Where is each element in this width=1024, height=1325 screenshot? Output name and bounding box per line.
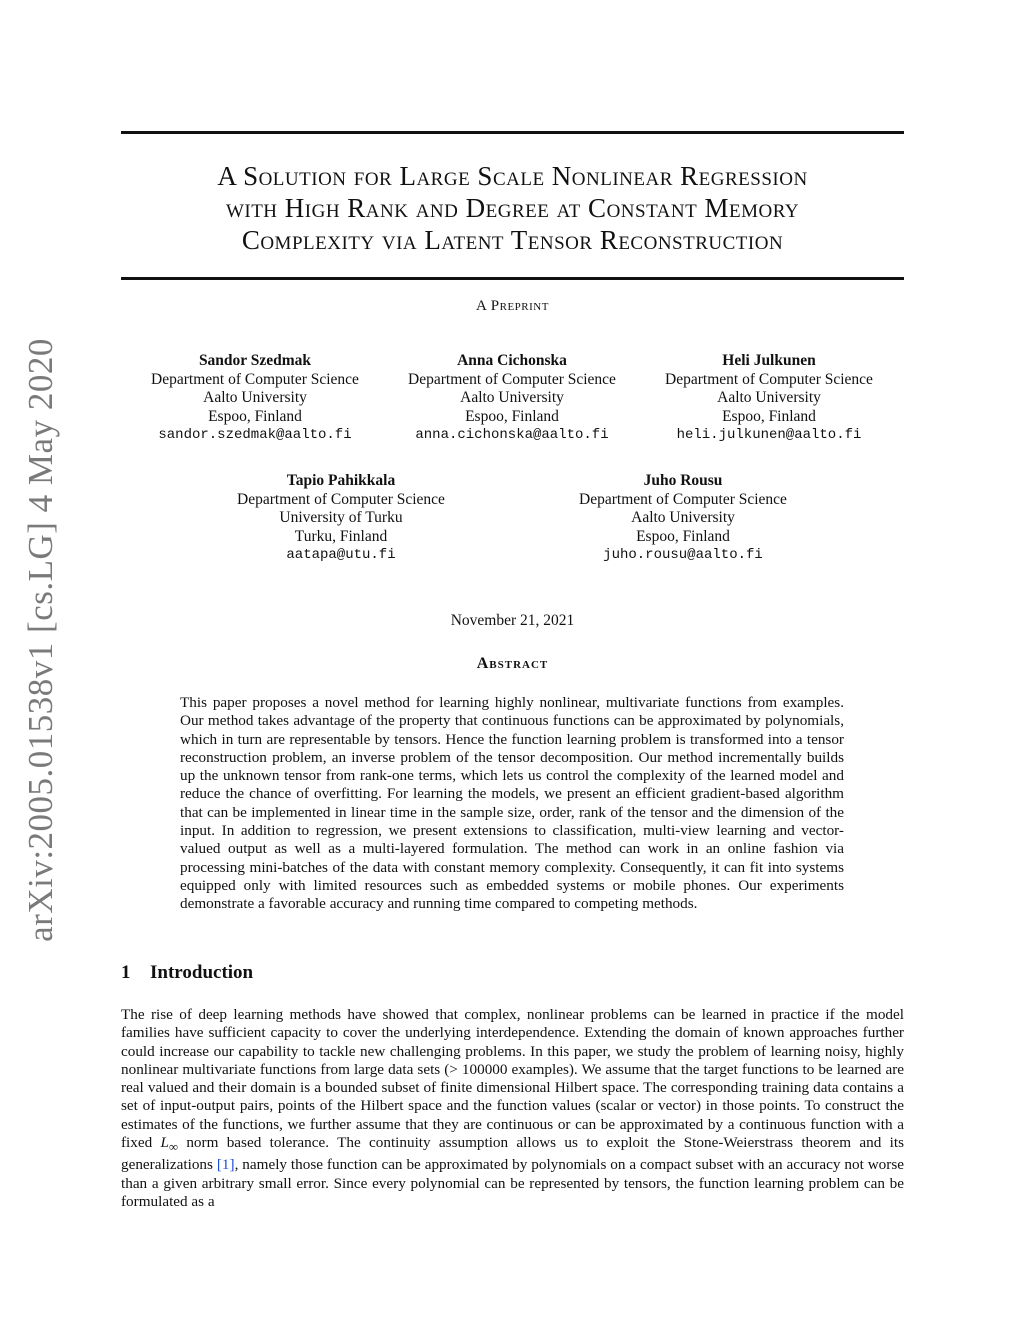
section-number: 1 [121, 962, 131, 983]
author-block [135, 352, 375, 445]
author-department: Department of Computer Science [665, 370, 873, 388]
author-university: University of Turku [279, 509, 403, 526]
norm-symbol: L [160, 1134, 169, 1152]
author-location: Turku, Finland [294, 527, 388, 545]
author-university: Aalto University [631, 509, 735, 526]
author-name: Sandor Szedmak [198, 352, 312, 369]
author-name: Heli Julkunen [722, 352, 816, 369]
author-email[interactable]: juho.rousu@aalto.fi [603, 547, 763, 563]
intro-text-part: , namely those function can be approximated by polynomials on a compact subset with an accuracy not worse than a given arbitrary small error. Since every polynomial can be represented by tensors, the function learning problem can be formulated as a [121, 1156, 904, 1210]
author-block [563, 472, 803, 565]
author-department: Department of Computer Science [408, 370, 616, 388]
paper-date: November 21, 2021 [450, 612, 575, 629]
author-email[interactable]: heli.julkunen@aalto.fi [676, 427, 862, 443]
author-location: Espoo, Finland [636, 527, 730, 545]
title-line: Complexity via Latent Tensor Reconstruction [241, 225, 784, 255]
preprint-label: A Preprint [476, 298, 549, 314]
author-university: Aalto University [460, 389, 564, 406]
author-email[interactable]: sandor.szedmak@aalto.fi [158, 427, 352, 443]
author-university: Aalto University [203, 389, 307, 406]
introduction-paragraph [121, 1006, 904, 1211]
author-block [392, 352, 632, 445]
author-department: Department of Computer Science [151, 370, 359, 388]
author-block [649, 352, 889, 445]
title-rule-top [121, 131, 904, 134]
author-location: Espoo, Finland [208, 407, 302, 425]
paper-title [121, 160, 904, 256]
title-rule-bottom [121, 277, 904, 280]
intro-text-part: norm based tolerance. The continuity assumption allows us to exploit the Stone-Weierstrass theorem and its generalizations [121, 1134, 904, 1174]
title-line: with High Rank and Degree at Constant Memory [225, 193, 800, 223]
abstract-heading: Abstract [476, 655, 549, 672]
author-university: Aalto University [717, 389, 821, 406]
author-block [221, 472, 461, 565]
citation-link[interactable]: [1] [216, 1156, 235, 1174]
title-line: A Solution for Large Scale Nonlinear Regression [217, 161, 808, 191]
author-department: Department of Computer Science [579, 490, 787, 508]
section-heading [121, 962, 253, 984]
norm-subscript: ∞ [168, 1140, 179, 1155]
author-location: Espoo, Finland [465, 407, 559, 425]
author-location: Espoo, Finland [722, 407, 816, 425]
author-name: Juho Rousu [643, 472, 723, 489]
author-email[interactable]: aatapa@utu.fi [286, 547, 396, 563]
author-name: Tapio Pahikkala [286, 472, 396, 489]
abstract-text: This paper proposes a novel method for learning highly nonlinear, multivariate functions from examples. Our method takes advantage of the property that continuous functions can be approximated by polynomials, which in turn are representable by tensors. Hence the function learning problem is transformed into a tensor reconstruction problem, an inverse problem of the tensor decomposition. Our method incrementally builds up the unknown tensor from rank-one terms, which lets us control the complexity of the learned model and reduce the chance of overfitting. For learning the models, we present an efficient gradient-based algorithm that can be implemented in linear time in the sample size, order, rank of the tensor and the dimension of the input. In addition to regression, we present extensions to classification, multi-view learning and vector-valued output as well as a multi-layered formulation. The method can work in an online fashion via processing mini-batches of the data with constant memory complexity. Consequently, it can fit into systems equipped only with limited resources such as embedded systems or mobile phones. Our experiments demonstrate a favorable accuracy and running time compared to competing methods. [180, 694, 844, 913]
arxiv-identifier: arXiv:2005.01538v1 [cs.LG] 4 May 2020 [21, 338, 60, 942]
section-title: Introduction [150, 962, 254, 983]
intro-text-part: The rise of deep learning methods have showed that complex, nonlinear problems can be learned in practice if the model families have sufficient capacity to cover the underlying interdependence. Extending the domain of known approaches further could increase our capability to tackle new challenging problems. In this paper, we study the problem of learning noisy, highly nonlinear multivariate functions from large data sets (> 100000 examples). We assume that the target functions to be learned are real valued and their domain is a bounded subset of finite dimensional Hilbert space. The corresponding training data contains a set of input-output pairs, points of the Hilbert space and the function values (scalar or vector) in those points. To construct the estimates of the functions, we further assume that they are continuous or can be approximated by a continuous function with a fixed [121, 1006, 904, 1152]
author-email[interactable]: anna.cichonska@aalto.fi [415, 427, 609, 443]
author-name: Anna Cichonska [457, 352, 567, 369]
author-department: Department of Computer Science [237, 490, 445, 508]
